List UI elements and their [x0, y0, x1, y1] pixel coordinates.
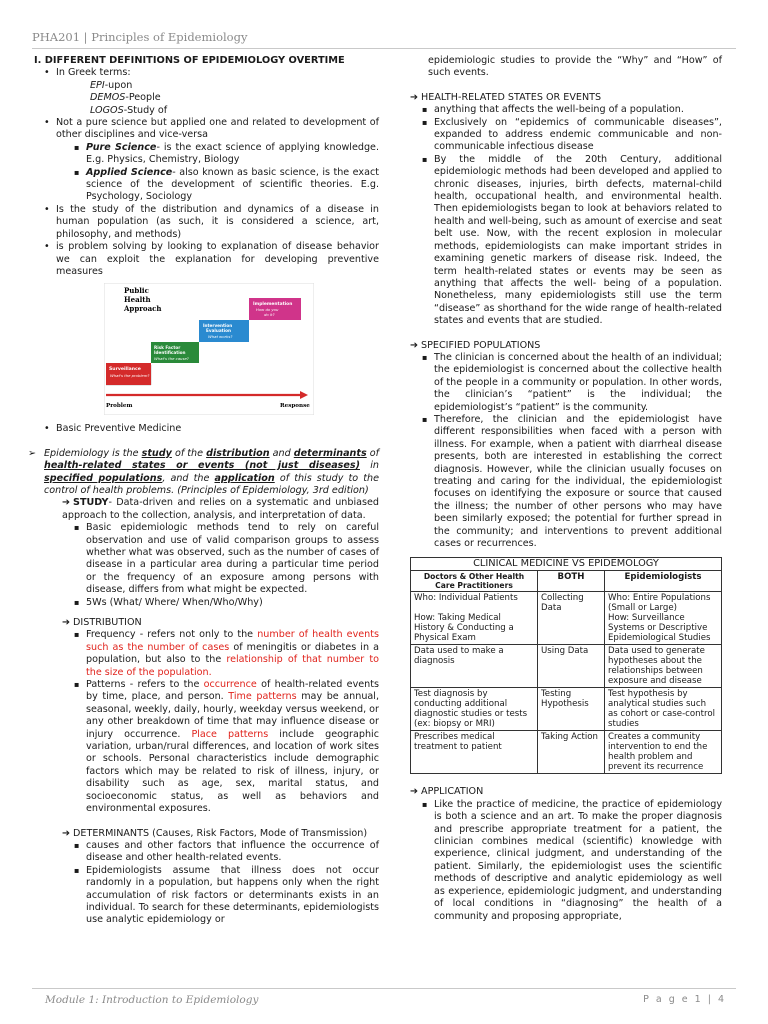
problem-solving-bullet: • is problem solving by looking to explanation of disease behavior we can exploit the explanation for developing preventive measures: [32, 241, 379, 278]
application-heading: ➔ APPLICATION: [410, 786, 484, 798]
determinants-heading: ➔ DETERMINANTS (Causes, Risk Factors, Mode of Transmission): [62, 827, 368, 839]
greek-term-epi: EPI-upon: [90, 79, 133, 91]
pure-science-bullet: ▪ Pure Science- is the exact science of applying knowledge. E.g. Physics, Chemistry, Biology: [32, 142, 379, 167]
svg-text:What works?: What works?: [208, 334, 233, 340]
study-distribution-bullet: • Is the study of the distribution and dynamics of a disease in human population (as such, it is considered a science, art, philosophy, and methods): [32, 204, 379, 241]
svg-text:do it?: do it?: [264, 312, 275, 318]
table-row: Test diagnosis by conducting additional diagnostic studies or tests (ex: biopsy or MRI) Testing Hypothesis Test hypothesis by analytical studies such as cohort or case-control studies: [411, 688, 722, 731]
course-header: PHA201 | Principles of Epidemiology: [32, 30, 248, 44]
public-health-approach-figure: [104, 283, 314, 415]
table-header-epidemiologists: Epidemiologists: [605, 571, 722, 592]
determinants-bullet-2: ▪ Epidemiologists assume that illness does not occur randomly in a population, but happens only when the right accumulation of risk factors or determinants exists in an individual. To search for these determinants, epidemiologists use analytic epidemiology or: [32, 865, 379, 927]
hrs-bullet-3: ▪ By the middle of the 20th Century, additional epidemiologic methods had been developed and applied to chronic diseases, injuries, birth defects, maternal-child health, occupational health, and environmental health. Then epidemiologists began to look at behaviors related to health and well-being, such as amount of exercise and seat belt use. Now, with the recent explosion in molecular methods, epidemiologists can make important strides in examining genetic markers of disease risk. Indeed, the term health-related states or events may be seen as anything that affects the well- being of a population. Nonetheless, many epidemiologists still use the term “disease” as shorthand for the wide range of health-related states and events that are studied.: [410, 154, 722, 328]
table-title: CLINICAL MEDICINE VS EPIDEMOLOGY: [411, 558, 722, 571]
svg-text:Surveillance: Surveillance: [109, 367, 141, 373]
epidemiology-definition: ➢ Epidemiology is the study of the distribution and determinants of health-related states or events (not just diseases) in specified populations, and the application of this study to the control of health problems. (Principles of Epidemiology, 3rd edition): [32, 448, 379, 498]
fig-title-2: Health: [124, 295, 151, 305]
applied-science-bullet: ▪ Applied Science- also known as basic science, is the exact science of the development of scientific theories. E.g. Psychology, Sociology: [32, 167, 379, 204]
table-row: Prescribes medical treatment to patient Taking Action Creates a community intervention to end the health problem and prevent its recurrence: [411, 731, 722, 774]
footer-divider: [32, 988, 736, 989]
svg-text:Intervention: Intervention: [203, 323, 233, 329]
clinical-vs-epi-table: [410, 557, 722, 774]
svg-text:Risk Factor: Risk Factor: [154, 345, 181, 351]
study-bullet-2: ▪ 5Ws (What/ Where/ When/Who/Why): [32, 597, 379, 609]
svg-text:What's the problem?: What's the problem?: [110, 373, 150, 379]
svg-text:What's the cause?: What's the cause?: [154, 356, 189, 362]
distribution-heading: ➔ DISTRIBUTION: [62, 617, 142, 628]
svg-text:Evaluation: Evaluation: [206, 328, 231, 334]
hrs-heading: ➔ HEALTH-RELATED STATES OR EVENTS: [410, 91, 602, 103]
fig-title-1: Public: [124, 286, 149, 296]
specified-populations-heading: ➔ SPECIFIED POPULATIONS: [410, 339, 541, 351]
frequency-bullet: ▪ Frequency - refers not only to the number of health events such as the number of cases of meningitis or diabetes in a population, but also to the relationship of that number to the size of the population.: [32, 629, 379, 679]
right-column: [410, 55, 722, 923]
study-bullet-1: ▪ Basic epidemiologic methods tend to rely on careful observation and use of valid comparison groups to assess whether what was observed, such as the number of cases of disease in a particular area during a particular time period or the frequency of an exposure among persons with disease, differs from what might be expected.: [32, 522, 379, 596]
left-column: [32, 55, 379, 927]
axis-response: Response: [280, 403, 310, 410]
spec-bullet-1: ▪ The clinician is concerned about the health of an individual; the epidemiologist is concerned about the collective health of the people in a community or population. In other words, the clinician’s “patient” is the individual; the epidemiologist’s “patient” is the community.: [410, 352, 722, 414]
section-title: I. DIFFERENT DEFINITIONS OF EPIDEMIOLOGY OVERTIME: [34, 55, 345, 66]
svg-text:Identification: Identification: [154, 350, 186, 356]
module-footer: Module 1: Introduction to Epidemiology: [45, 994, 259, 1006]
fig-title-3: Approach: [124, 304, 162, 314]
header-divider: [32, 48, 736, 49]
greek-term-demos: DEMOS-People: [90, 92, 161, 104]
hrs-bullet-2: ▪ Exclusively on “epidemics of communicable diseases”, expanded to address endemic communicable and non-communicable infectious disease: [410, 117, 722, 154]
table-header-both: BOTH: [538, 571, 605, 592]
svg-text:How do you: How do you: [256, 307, 279, 313]
patterns-bullet: ▪ Patterns - refers to the occurrence of health-related events by time, place, and person. Time patterns may be annual, seasonal, weekly, daily, hourly, weekday versus weekend, or any other breakdown of time that may influence disease or injury occurrence. Place patterns include geographic variation, urban/rural differences, and location of work sites or schools. Personal characteristics include demographic factors which may be related to risk of illness, injury, or disability such as age, sex, marital status, and socioeconomic status, as well as behaviors and environmental exposures.: [32, 679, 379, 815]
public-health-approach-diagram: [104, 283, 314, 415]
axis-problem: Problem: [106, 403, 133, 410]
table-row: Who: Individual Patients How: Taking Medical History & Conducting a Physical Exam Collecting Data Who: Entire Populations (Small or Large) How: Surveillance Systems or Descriptive Epidemiological Studies: [411, 592, 722, 645]
study-heading: ➔ STUDY- Data-driven and relies on a systematic and unbiased approach to the collection, analysis, and interpretation of data.: [62, 497, 379, 521]
basic-prevention-bullet: • Basic Preventive Medicine: [32, 423, 379, 435]
page-number: P a g e 1 | 4: [643, 994, 726, 1005]
table-header-practitioners: Doctors & Other Health Care Practitioners: [411, 571, 538, 592]
greek-intro: • In Greek terms:: [32, 67, 379, 79]
continuation-text: epidemiologic studies to provide the “Why” and “How” of such events.: [428, 55, 722, 79]
application-bullet: ▪ Like the practice of medicine, the practice of epidemiology is both a science and an art. To make the proper diagnosis and prescribe appropriate treatment for a patient, the clinician combines medical (scientific) knowledge with experience, clinical judgment, and understanding of the patient. Similarly, the epidemiologist uses the scientific methods of descriptive and analytic epidemiology as well as experience, epidemiologic judgment, and understanding of local conditions in “diagnosing” the health of a community and proposing appropriate,: [410, 799, 722, 923]
greek-term-logos: LOGOS-Study of: [90, 104, 168, 116]
spec-bullet-2: ▪ Therefore, the clinician and the epidemiologist have different responsibilities when faced with a person with illness. For example, when a patient with diarrheal disease presents, both are interested in establishing the correct diagnosis. However, while the clinician usually focuses on treating and caring for the individual, the epidemiologist focuses on identifying the exposure or source that caused the illness; the number of other persons who may have been similarly exposed; the potential for further spread in the community; and interventions to prevent additional cases or recurrences.: [410, 414, 722, 550]
determinants-bullet-1: ▪ causes and other factors that influence the occurrence of disease and other health-related events.: [32, 840, 379, 865]
svg-text:Implementation: Implementation: [253, 302, 293, 308]
not-pure-bullet: • Not a pure science but applied one and related to development of other disciplines and vice-versa: [32, 117, 379, 142]
hrs-bullet-1: ▪ anything that affects the well-being of a population.: [410, 104, 722, 116]
table-row: Data used to make a diagnosis Using Data Data used to generate hypotheses about the relationships between exposure and disease: [411, 645, 722, 688]
